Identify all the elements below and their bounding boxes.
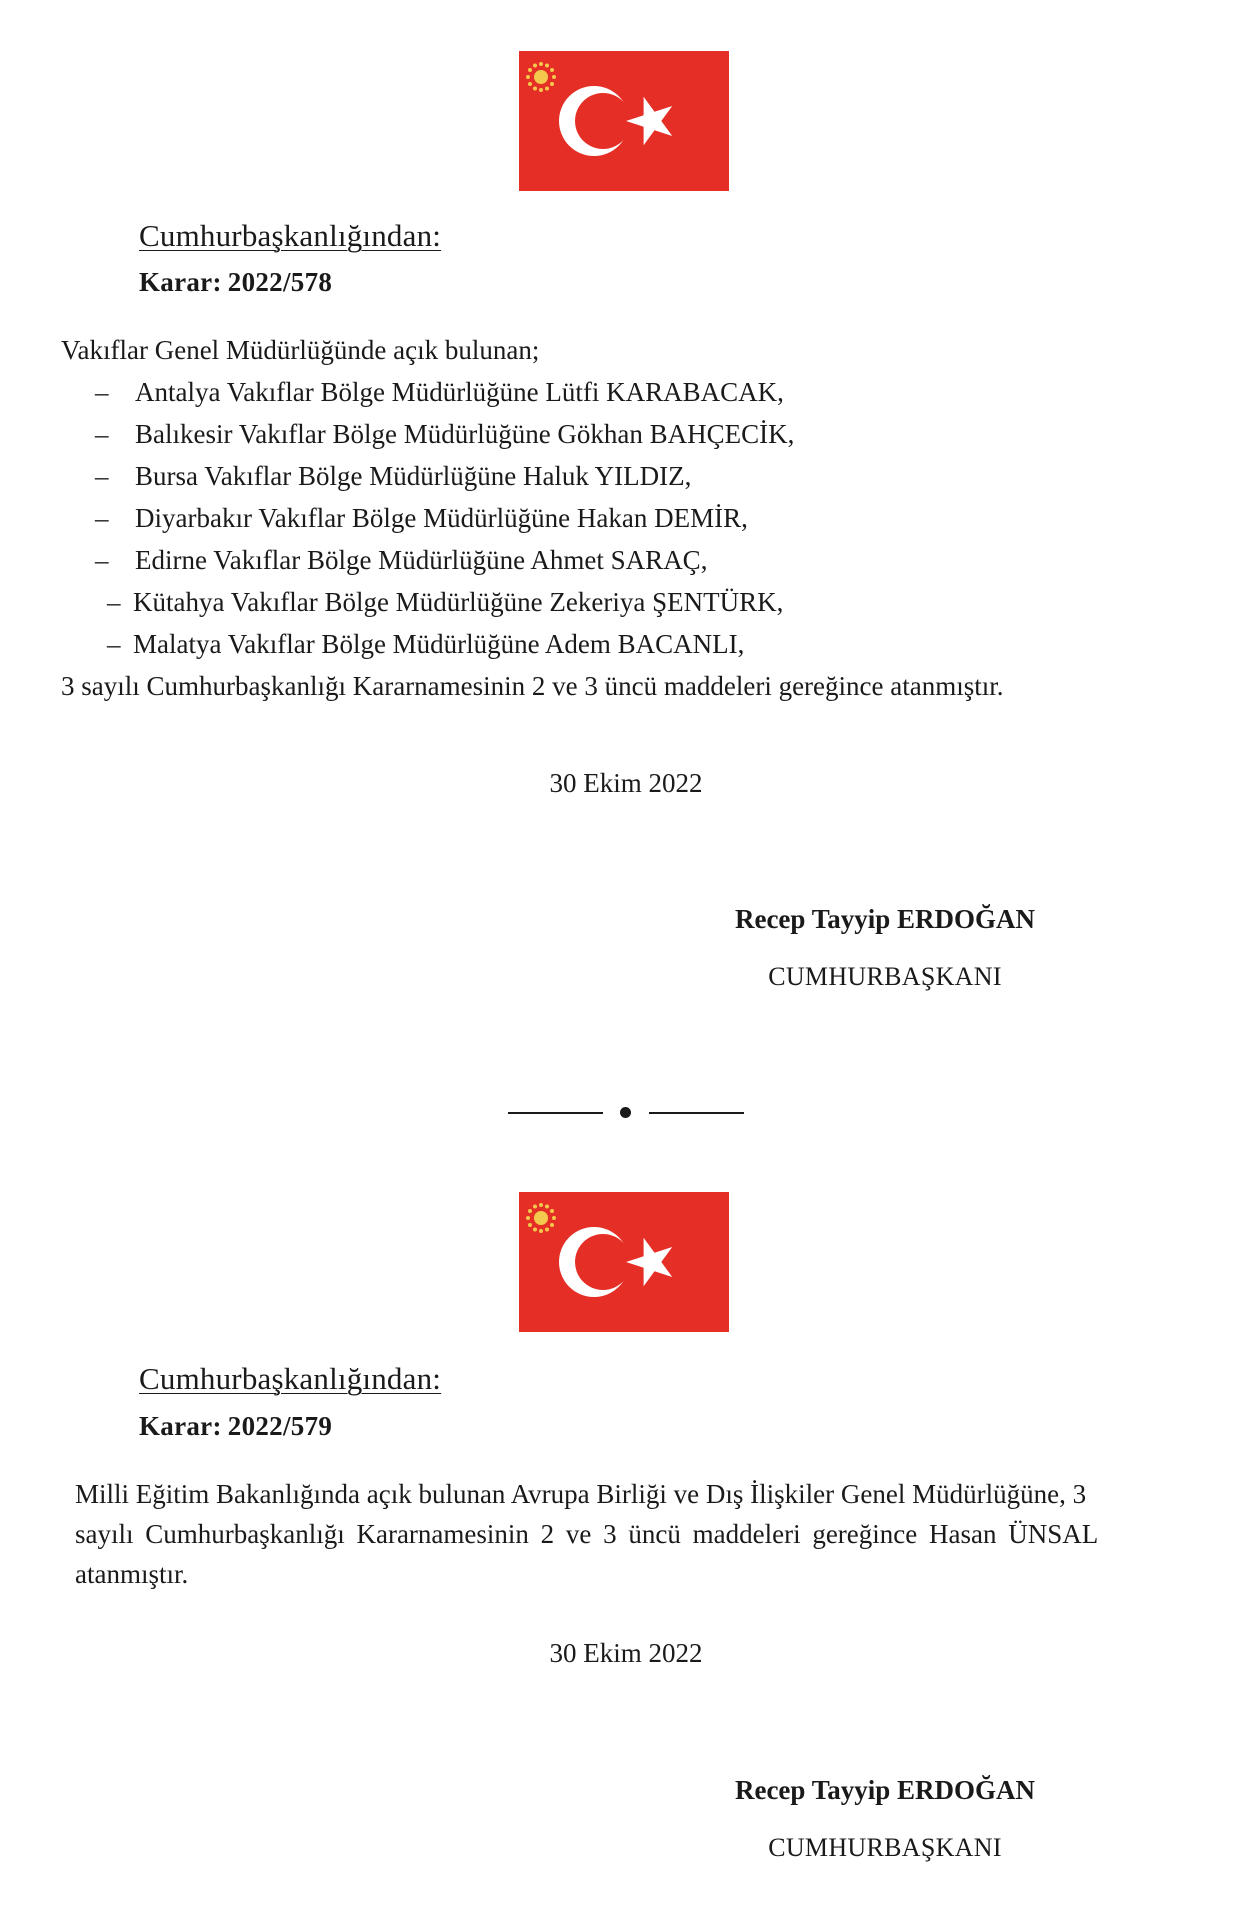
body-line: sayılı Cumhurbaşkanlığı Kararnamesinin 2 ve 3 üncü maddeleri gereğince Hasan ÜNSAL	[75, 1519, 1099, 1549]
list-item	[95, 502, 748, 534]
separator-dot	[620, 1107, 631, 1118]
decision-date: 30 Ekim 2022	[549, 768, 703, 798]
dash: –	[107, 629, 121, 659]
turkish-flag-emblem	[519, 51, 729, 191]
appointment-text: Kütahya Vakıflar Bölge Müdürlüğüne Zekeriya ŞENTÜRK,	[133, 587, 784, 617]
appointment-text: Malatya Vakıflar Bölge Müdürlüğüne Adem BACANLI,	[133, 629, 745, 659]
decision-id: 2022/578	[227, 267, 333, 297]
signer-name: Recep Tayyip ERDOĞAN	[734, 1775, 1036, 1805]
dash: –	[95, 377, 109, 407]
flag-crescent-star-icon	[519, 51, 729, 191]
decision-label: Karar:	[139, 267, 222, 297]
list-item	[95, 418, 794, 450]
appointment-text: Bursa Vakıflar Bölge Müdürlüğüne Haluk YILDIZ,	[135, 461, 692, 491]
body-line: atanmıştır.	[75, 1559, 189, 1589]
list-item	[107, 586, 783, 618]
turkish-flag-emblem	[519, 1192, 729, 1332]
intro-text: Vakıflar Genel Müdürlüğünde açık bulunan;	[61, 335, 540, 365]
list-item	[95, 460, 691, 492]
separator-line	[508, 1112, 603, 1114]
appointment-text: Diyarbakır Vakıflar Bölge Müdürlüğüne Hakan DEMİR,	[135, 503, 748, 533]
decision-number	[139, 1411, 332, 1442]
list-item	[107, 628, 744, 660]
signer-name: Recep Tayyip ERDOĞAN	[734, 904, 1036, 934]
body-line: Milli Eğitim Bakanlığında açık bulunan Avrupa Birliği ve Dış İlişkiler Genel Müdürlüğüne, 3	[75, 1479, 1087, 1509]
dash: –	[107, 587, 121, 617]
dash: –	[95, 461, 109, 491]
section-separator	[508, 1103, 744, 1123]
appointment-text: Balıkesir Vakıflar Bölge Müdürlüğüne Gökhan BAHÇECİK,	[135, 419, 795, 449]
dash: –	[95, 545, 109, 575]
closing-text: 3 sayılı Cumhurbaşkanlığı Kararnamesinin 2 ve 3 üncü maddeleri gereğince atanmıştır.	[61, 671, 1004, 701]
decision-id: 2022/579	[227, 1411, 333, 1441]
dash: –	[95, 503, 109, 533]
list-item	[95, 376, 784, 408]
issuer-heading: Cumhurbaşkanlığından:	[139, 1361, 442, 1396]
flag-crescent-star-icon	[519, 1192, 729, 1332]
signer-title: CUMHURBAŞKANI	[768, 962, 1002, 991]
appointment-text: Antalya Vakıflar Bölge Müdürlüğüne Lütfi KARABACAK,	[135, 377, 784, 407]
list-item	[95, 544, 707, 576]
decision-label: Karar:	[139, 1411, 222, 1441]
appointment-text: Edirne Vakıflar Bölge Müdürlüğüne Ahmet SARAÇ,	[135, 545, 708, 575]
decision-number	[139, 267, 332, 298]
signer-title: CUMHURBAŞKANI	[768, 1833, 1002, 1862]
decision-date: 30 Ekim 2022	[549, 1638, 703, 1668]
separator-line	[649, 1112, 744, 1114]
dash: –	[95, 419, 109, 449]
issuer-heading: Cumhurbaşkanlığından:	[139, 218, 442, 253]
